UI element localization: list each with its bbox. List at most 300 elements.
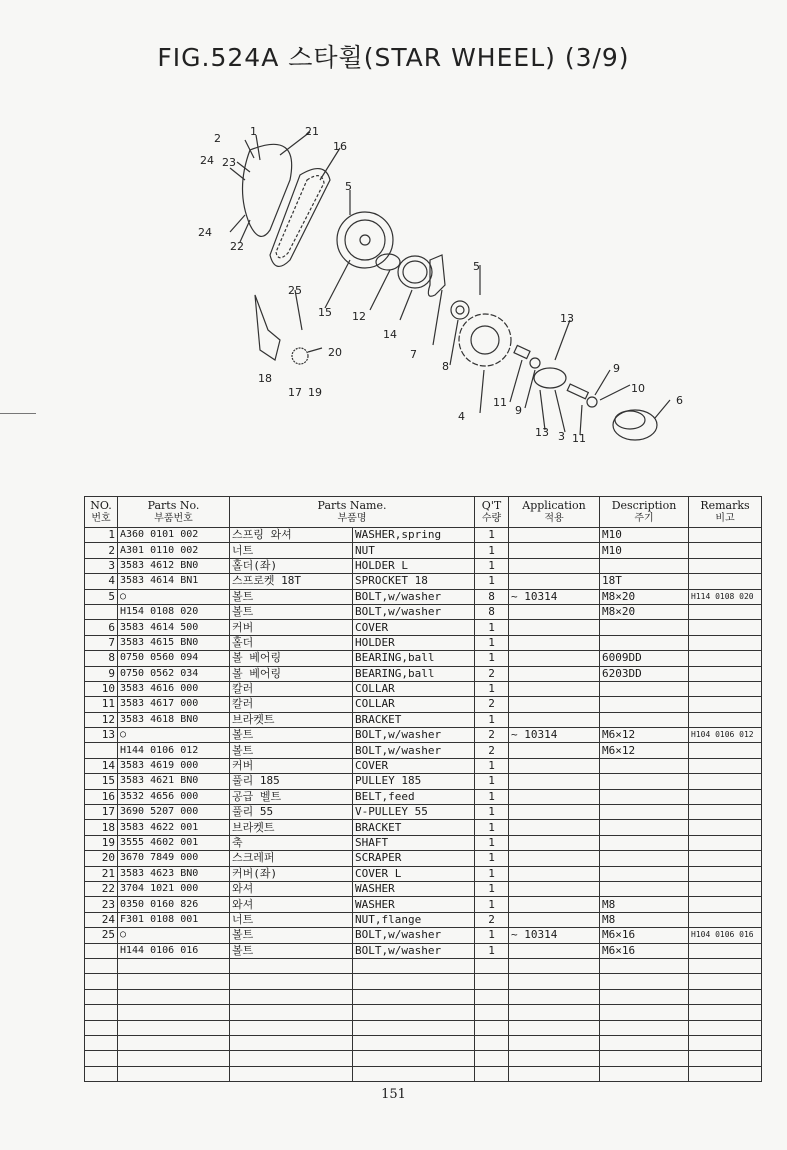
cell-code [118, 958, 230, 973]
cell-code [118, 1020, 230, 1035]
callout-20: 20 [328, 346, 342, 359]
cell-no: 8 [85, 651, 118, 666]
cell-no: 18 [85, 820, 118, 835]
cell-ko: 스크레퍼 [230, 851, 353, 866]
cell-ko: 볼트 [230, 604, 353, 619]
cell-qty [475, 1051, 509, 1066]
cell-no: 1 [85, 528, 118, 543]
cell-app [509, 881, 600, 896]
cell-app [509, 1035, 600, 1050]
cell-en: WASHER [353, 897, 475, 912]
cell-rem [689, 604, 762, 619]
cell-qty: 1 [475, 712, 509, 727]
cell-rem [689, 866, 762, 881]
cell-ko: 볼 베어링 [230, 651, 353, 666]
cell-code: 0750 0562 034 [118, 666, 230, 681]
cell-en: SPROCKET 18 [353, 574, 475, 589]
cell-no: 24 [85, 912, 118, 927]
cell-no: 15 [85, 774, 118, 789]
cell-ko: 볼트 [230, 728, 353, 743]
parts-table [84, 496, 762, 1082]
cell-qty: 1 [475, 774, 509, 789]
cell-ko: 축 [230, 835, 353, 850]
cell-app [509, 528, 600, 543]
table-row [85, 789, 762, 804]
cell-code: 0750 0560 094 [118, 651, 230, 666]
cell-code: H144 0106 016 [118, 943, 230, 958]
cell-app [509, 651, 600, 666]
cell-code: 3583 4619 000 [118, 758, 230, 773]
callout-14: 14 [383, 328, 397, 341]
cell-qty: 1 [475, 881, 509, 896]
callout-8: 8 [442, 360, 449, 373]
cell-no [85, 604, 118, 619]
table-row [85, 697, 762, 712]
table-row [85, 558, 762, 573]
cell-desc: M8 [600, 897, 689, 912]
cell-app [509, 974, 600, 989]
cell-no [85, 1066, 118, 1081]
table-row [85, 943, 762, 958]
cell-qty: 1 [475, 943, 509, 958]
cell-app [509, 912, 600, 927]
cell-desc [600, 1066, 689, 1081]
cell-no: 2 [85, 543, 118, 558]
cell-en: HOLDER L [353, 558, 475, 573]
cell-rem [689, 943, 762, 958]
cell-no [85, 1051, 118, 1066]
cell-desc [600, 758, 689, 773]
cell-ko: 칼러 [230, 681, 353, 696]
cell-en [353, 1035, 475, 1050]
cell-desc [600, 681, 689, 696]
cell-en: COVER [353, 620, 475, 635]
end-cover-shape [613, 410, 657, 440]
cell-rem [689, 528, 762, 543]
cell-app [509, 1051, 600, 1066]
callout-19: 19 [308, 386, 322, 399]
cell-rem [689, 543, 762, 558]
cell-no: 20 [85, 851, 118, 866]
cell-app [509, 558, 600, 573]
cell-code: 3555 4602 001 [118, 835, 230, 850]
cell-qty: 2 [475, 728, 509, 743]
cell-en: COVER L [353, 866, 475, 881]
header-application: Application 적용 [509, 497, 600, 528]
table-row [85, 820, 762, 835]
callout-12: 12 [352, 310, 366, 323]
cell-desc: M8 [600, 912, 689, 927]
cell-desc: 6009DD [600, 651, 689, 666]
cell-ko: 볼 베어링 [230, 666, 353, 681]
table-row [85, 528, 762, 543]
cell-en: BRACKET [353, 712, 475, 727]
cell-desc [600, 851, 689, 866]
cell-ko: 커버 [230, 620, 353, 635]
cell-code: H154 0108 020 [118, 604, 230, 619]
cell-en [353, 1051, 475, 1066]
cell-ko [230, 1035, 353, 1050]
callout-5: 5 [345, 180, 352, 193]
cell-code: 3583 4615 BN0 [118, 635, 230, 650]
cell-desc: M10 [600, 528, 689, 543]
cell-rem [689, 558, 762, 573]
cell-no: 22 [85, 881, 118, 896]
cell-qty: 1 [475, 651, 509, 666]
cell-rem [689, 974, 762, 989]
table-row [85, 758, 762, 773]
cell-qty: 2 [475, 697, 509, 712]
table-row [85, 1066, 762, 1081]
cell-no [85, 1020, 118, 1035]
cell-app [509, 805, 600, 820]
cell-no: 4 [85, 574, 118, 589]
cell-qty: 8 [475, 604, 509, 619]
cell-desc [600, 789, 689, 804]
table-row [85, 728, 762, 743]
cell-app [509, 620, 600, 635]
cell-ko: 브라켓트 [230, 820, 353, 835]
cell-app [509, 635, 600, 650]
cell-en [353, 974, 475, 989]
cell-en [353, 1005, 475, 1020]
cell-ko [230, 958, 353, 973]
cell-no: 5 [85, 589, 118, 604]
cell-en: NUT,flange [353, 912, 475, 927]
cell-ko: 홀더(좌) [230, 558, 353, 573]
callout-15: 15 [318, 306, 332, 319]
cell-qty: 1 [475, 928, 509, 943]
cell-qty: 8 [475, 589, 509, 604]
cover-l-shape [243, 144, 292, 236]
cell-no: 16 [85, 789, 118, 804]
table-row [85, 620, 762, 635]
cell-rem [689, 820, 762, 835]
cell-code: H144 0106 012 [118, 743, 230, 758]
cell-app [509, 989, 600, 1004]
cell-qty: 1 [475, 866, 509, 881]
cell-app [509, 835, 600, 850]
cell-desc [600, 1035, 689, 1050]
cell-en: BOLT,w/washer [353, 589, 475, 604]
cell-ko: 커버(좌) [230, 866, 353, 881]
cell-desc [600, 1020, 689, 1035]
table-row [85, 1005, 762, 1020]
cell-rem [689, 635, 762, 650]
cell-no: 12 [85, 712, 118, 727]
table-row [85, 543, 762, 558]
exploded-diagram [150, 120, 710, 455]
cell-qty [475, 1005, 509, 1020]
callout-11b: 11 [572, 432, 586, 445]
cell-rem [689, 1005, 762, 1020]
table-row [85, 681, 762, 696]
cell-en: SHAFT [353, 835, 475, 850]
cell-rem [689, 697, 762, 712]
table-row [85, 866, 762, 881]
cell-rem [689, 1035, 762, 1050]
cell-app [509, 897, 600, 912]
cell-no: 6 [85, 620, 118, 635]
cell-qty: 1 [475, 543, 509, 558]
callout-10: 10 [631, 382, 645, 395]
cell-no: 21 [85, 866, 118, 881]
cell-ko: 스프로켓 18T [230, 574, 353, 589]
cell-app [509, 958, 600, 973]
cell-rem [689, 666, 762, 681]
cell-desc [600, 989, 689, 1004]
cell-qty: 1 [475, 897, 509, 912]
cell-ko: 볼트 [230, 943, 353, 958]
table-row [85, 1051, 762, 1066]
cell-app [509, 820, 600, 835]
cell-desc [600, 774, 689, 789]
cell-qty: 1 [475, 789, 509, 804]
cell-en: BELT,feed [353, 789, 475, 804]
cell-qty: 2 [475, 912, 509, 927]
cell-code: 3583 4617 000 [118, 697, 230, 712]
cell-en: WASHER,spring [353, 528, 475, 543]
cell-en [353, 1066, 475, 1081]
cell-code: 0350 0160 826 [118, 897, 230, 912]
cell-desc: M6×16 [600, 943, 689, 958]
cell-desc [600, 881, 689, 896]
cell-desc: M6×16 [600, 928, 689, 943]
cell-desc [600, 805, 689, 820]
page-title: FIG.524A 스타휠(STAR WHEEL) (3/9) [157, 43, 630, 72]
table-row [85, 712, 762, 727]
table-row [85, 881, 762, 896]
margin-mark [0, 413, 36, 414]
cell-code: 3583 4621 BN0 [118, 774, 230, 789]
callout-6: 6 [676, 394, 683, 407]
cell-qty [475, 1066, 509, 1081]
cell-qty: 1 [475, 835, 509, 850]
cell-code: ○ [118, 928, 230, 943]
cell-desc [600, 712, 689, 727]
cell-app [509, 681, 600, 696]
cell-en: BEARING,ball [353, 666, 475, 681]
table-row [85, 743, 762, 758]
cell-en: BOLT,w/washer [353, 604, 475, 619]
belt-shape [270, 169, 330, 267]
cell-rem [689, 774, 762, 789]
table-row [85, 989, 762, 1004]
cell-ko: 와셔 [230, 897, 353, 912]
cell-code: 3583 4612 BN0 [118, 558, 230, 573]
cell-rem [689, 989, 762, 1004]
callout-11: 11 [493, 396, 507, 409]
cell-rem: H104 0106 012 [689, 728, 762, 743]
callout-7: 7 [410, 348, 417, 361]
cell-qty: 1 [475, 558, 509, 573]
cell-rem [689, 743, 762, 758]
cell-rem [689, 712, 762, 727]
cell-rem [689, 651, 762, 666]
table-row [85, 851, 762, 866]
cell-qty [475, 1035, 509, 1050]
table-header [85, 497, 762, 528]
cell-no [85, 989, 118, 1004]
cell-qty: 1 [475, 574, 509, 589]
cell-app [509, 774, 600, 789]
cell-no [85, 743, 118, 758]
callout-23: 23 [222, 156, 236, 169]
cell-ko: 볼트 [230, 743, 353, 758]
cell-ko: 홀더 [230, 635, 353, 650]
cell-no [85, 958, 118, 973]
callout-5b: 5 [473, 260, 480, 273]
cell-en: COVER [353, 758, 475, 773]
cell-en: BOLT,w/washer [353, 928, 475, 943]
cell-no [85, 1035, 118, 1050]
table-row [85, 912, 762, 927]
callout-13: 13 [560, 312, 574, 325]
cell-no: 10 [85, 681, 118, 696]
cell-code: 3583 4622 001 [118, 820, 230, 835]
table-row [85, 928, 762, 943]
cell-desc: M6×12 [600, 743, 689, 758]
cell-app [509, 604, 600, 619]
cell-no: 13 [85, 728, 118, 743]
table-row [85, 897, 762, 912]
cell-rem [689, 681, 762, 696]
table-row [85, 805, 762, 820]
cell-ko: 너트 [230, 543, 353, 558]
cell-ko: 공급 벨트 [230, 789, 353, 804]
cell-no [85, 974, 118, 989]
cell-code: ○ [118, 728, 230, 743]
cell-app: ~ 10314 [509, 728, 600, 743]
cell-rem [689, 835, 762, 850]
exploded-diagram-svg [150, 120, 710, 455]
table-row [85, 958, 762, 973]
cell-qty [475, 1020, 509, 1035]
cell-desc: 6203DD [600, 666, 689, 681]
cell-code: 3583 4614 500 [118, 620, 230, 635]
cell-app [509, 697, 600, 712]
cell-code: 3583 4614 BN1 [118, 574, 230, 589]
cell-rem [689, 912, 762, 927]
cell-code: 3532 4656 000 [118, 789, 230, 804]
table-row [85, 651, 762, 666]
cell-code: A301 0110 002 [118, 543, 230, 558]
page-number: 151 [381, 1087, 406, 1102]
callout-4: 4 [458, 410, 465, 423]
callout-16: 16 [333, 140, 347, 153]
cell-en: SCRAPER [353, 851, 475, 866]
cell-app [509, 666, 600, 681]
cell-ko: 풀리 55 [230, 805, 353, 820]
header-description: Description 주기 [600, 497, 689, 528]
cell-no: 17 [85, 805, 118, 820]
cell-ko: 볼트 [230, 928, 353, 943]
cell-rem [689, 1066, 762, 1081]
table-row [85, 774, 762, 789]
cell-code: F301 0108 001 [118, 912, 230, 927]
cell-app [509, 712, 600, 727]
cell-en [353, 1020, 475, 1035]
cell-qty [475, 974, 509, 989]
cell-en [353, 958, 475, 973]
cell-no: 23 [85, 897, 118, 912]
cell-code [118, 989, 230, 1004]
table-row [85, 604, 762, 619]
cell-app [509, 866, 600, 881]
cell-ko: 풀리 185 [230, 774, 353, 789]
callout-24: 24 [200, 154, 214, 167]
cell-qty: 1 [475, 758, 509, 773]
table-row [85, 974, 762, 989]
cell-desc [600, 620, 689, 635]
cell-en: WASHER [353, 881, 475, 896]
cell-ko [230, 989, 353, 1004]
callout-18: 18 [258, 372, 272, 385]
cell-app [509, 574, 600, 589]
callout-21: 21 [305, 125, 319, 138]
cell-en: BOLT,w/washer [353, 743, 475, 758]
sprocket-shape [459, 314, 511, 366]
cell-en: HOLDER [353, 635, 475, 650]
callout-24b: 24 [198, 226, 212, 239]
cell-qty: 1 [475, 620, 509, 635]
header-remarks: Remarks 비고 [689, 497, 762, 528]
parts-table-body [85, 528, 762, 1082]
cell-no [85, 943, 118, 958]
cell-rem [689, 758, 762, 773]
cell-qty [475, 958, 509, 973]
cell-code [118, 1051, 230, 1066]
cell-ko [230, 1020, 353, 1035]
cell-code: 3583 4623 BN0 [118, 866, 230, 881]
cell-app [509, 943, 600, 958]
cell-en: COLLAR [353, 681, 475, 696]
cell-app [509, 543, 600, 558]
table-row [85, 574, 762, 589]
cell-qty: 2 [475, 666, 509, 681]
cell-rem [689, 805, 762, 820]
cell-ko [230, 1005, 353, 1020]
cell-en: BEARING,ball [353, 651, 475, 666]
cell-rem: H104 0106 016 [689, 928, 762, 943]
cell-qty: 1 [475, 681, 509, 696]
cell-app: ~ 10314 [509, 589, 600, 604]
cell-app [509, 758, 600, 773]
table-row [85, 589, 762, 604]
cell-desc [600, 820, 689, 835]
cell-desc: M10 [600, 543, 689, 558]
cell-desc: M6×12 [600, 728, 689, 743]
callout-2: 2 [214, 132, 221, 145]
cell-code: A360 0101 002 [118, 528, 230, 543]
cell-code: 3583 4616 000 [118, 681, 230, 696]
table-row [85, 666, 762, 681]
cell-app [509, 1066, 600, 1081]
cell-en: NUT [353, 543, 475, 558]
callout-17: 17 [288, 386, 302, 399]
cell-ko: 브라켓트 [230, 712, 353, 727]
cell-code [118, 1066, 230, 1081]
table-row [85, 1020, 762, 1035]
cell-no: 9 [85, 666, 118, 681]
cell-en: BOLT,w/washer [353, 728, 475, 743]
cell-desc [600, 1005, 689, 1020]
cell-code [118, 1035, 230, 1050]
cell-rem [689, 620, 762, 635]
cell-rem [689, 789, 762, 804]
cell-code: 3583 4618 BN0 [118, 712, 230, 727]
cell-ko: 칼러 [230, 697, 353, 712]
